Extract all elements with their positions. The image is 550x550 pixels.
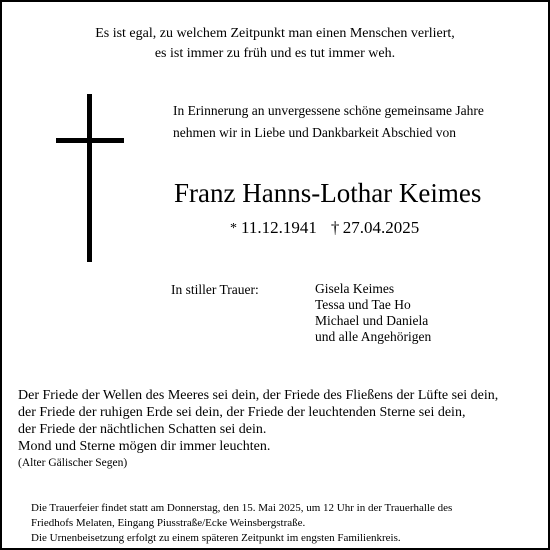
birth-star-icon: * bbox=[230, 221, 237, 236]
opening-quote bbox=[0, 24, 550, 64]
blessing-verse bbox=[18, 387, 498, 471]
death-dagger-icon: † bbox=[330, 218, 340, 237]
intro-text bbox=[173, 100, 484, 144]
mourners-list bbox=[315, 281, 431, 345]
blessing-line: der Friede der nächtlichen Schatten sei dein. bbox=[18, 422, 267, 437]
service-info-line-3: Die Urnenbeisetzung erfolgt zu einem späteren Zeitpunkt im engsten Familienkreis. bbox=[31, 532, 401, 544]
mourning-label: In stiller Trauer: bbox=[171, 282, 259, 297]
opening-quote-line-2: es ist immer zu früh und es tut immer weh. bbox=[154, 46, 396, 61]
mourner-name: Michael und Daniela bbox=[315, 313, 429, 328]
blessing-line: Der Friede der Wellen des Meeres sei dein, der Friede des Fließens der Lüfte sei dein, bbox=[18, 388, 499, 403]
service-info-line-2: Friedhofs Melaten, Eingang Piusstraße/Ecke Weinsbergstraße. bbox=[31, 517, 306, 529]
funeral-service-info bbox=[31, 501, 452, 546]
death-date: 27.04.2025 bbox=[342, 218, 420, 237]
opening-quote-line-1: Es ist egal, zu welchem Zeitpunkt man einen Menschen verliert, bbox=[95, 26, 455, 41]
blessing-line: Mond und Sterne mögen dir immer leuchten. bbox=[18, 439, 271, 454]
intro-line-1: In Erinnerung an unvergessene schöne gemeinsame Jahre bbox=[173, 103, 484, 118]
cross-horizontal-bar bbox=[56, 138, 124, 143]
life-dates bbox=[230, 215, 419, 242]
birth-date: 11.12.1941 bbox=[241, 218, 317, 237]
mourner-name: Gisela Keimes bbox=[315, 281, 395, 296]
cross-vertical-bar bbox=[87, 94, 92, 262]
service-info-line-1: Die Trauerfeier findet statt am Donnerstag, den 15. Mai 2025, um 12 Uhr in der Trauerhalle des bbox=[31, 502, 453, 514]
intro-line-2: nehmen wir in Liebe und Dankbarkeit Abschied von bbox=[173, 125, 457, 140]
blessing-line: der Friede der ruhigen Erde sei dein, der Friede der leuchtenden Sterne sei dein, bbox=[18, 405, 466, 420]
mourner-name: und alle Angehörigen bbox=[315, 329, 432, 344]
blessing-source: (Alter Gälischer Segen) bbox=[18, 457, 128, 469]
mourner-name: Tessa und Tae Ho bbox=[315, 297, 411, 312]
deceased-name: Franz Hanns-Lothar Keimes bbox=[174, 178, 482, 208]
